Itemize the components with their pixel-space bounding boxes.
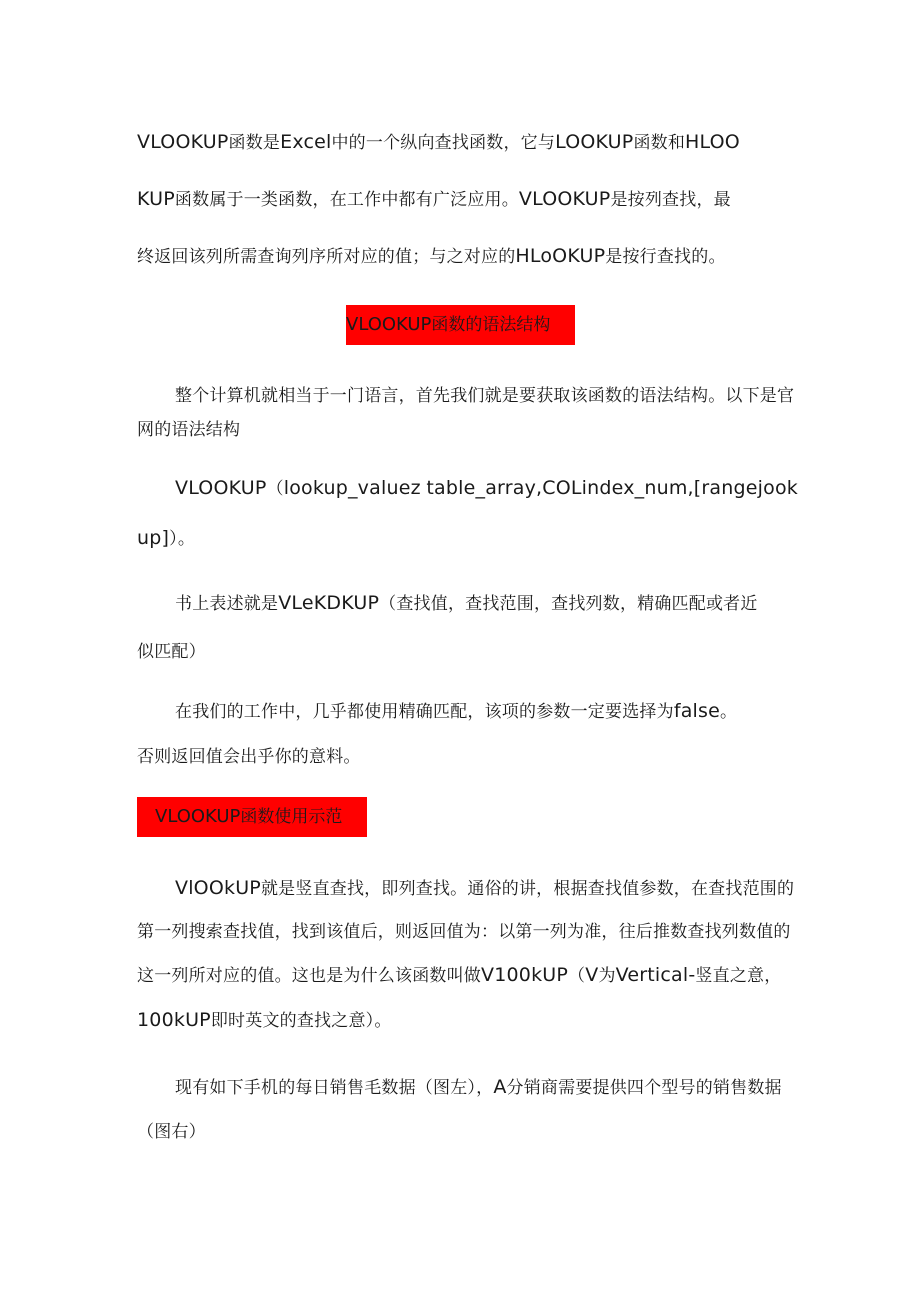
paragraph-syntax-line-2: 网的语法结构 <box>137 420 241 440</box>
paragraph-vertical-line-3: 这一列所对应的值。这也是为什么该函数叫做V100kUP（V为Vertical-竖直之意， <box>137 964 782 986</box>
paragraph-vertical-line-2: 第一列搜索查找值，找到该值后，则返回值为：以第一列为准，往后推数查找列数值的 <box>137 922 791 942</box>
syntax-formula-line-1: VLOOKUP（lookup_valuez table_array,COLindex_num,[rangejook <box>175 477 798 499</box>
paragraph-book-line-2: 似匹配） <box>137 642 206 662</box>
paragraph-intro-line-3: 终返回该列所需查询列序所对应的值；与之对应的HLoOKUP是按行查找的。 <box>137 245 726 267</box>
paragraph-intro-line-2: KUP函数属于一类函数，在工作中都有广泛应用。VLOOKUP是按列查找，最 <box>137 188 731 210</box>
section-heading-example: VLOOKUP函数使用示范 <box>137 797 367 837</box>
paragraph-vertical-line-1: VlOOkUP就是竖直查找，即列查找。通俗的讲，根据查找值参数，在查找范围的 <box>175 877 795 899</box>
paragraph-book-line-1: 书上表述就是VLeKDKUP（查找值，查找范围，查找列数，精确匹配或者近 <box>175 592 758 614</box>
paragraph-sales-line-1: 现有如下手机的每日销售毛数据（图左），A分销商需要提供四个型号的销售数据 <box>175 1076 782 1098</box>
paragraph-syntax-line-1: 整个计算机就相当于一门语言，首先我们就是要获取该函数的语法结构。以下是官 <box>175 386 795 406</box>
paragraph-sales-line-2: （图右） <box>137 1122 206 1142</box>
paragraph-intro-line-1: VLOOKUP函数是Excel中的一个纵向查找函数，它与LOOKUP函数和HLOO <box>137 131 740 153</box>
paragraph-exact-match-line-1: 在我们的工作中，几乎都使用精确匹配，该项的参数一定要选择为false。 <box>175 700 738 722</box>
paragraph-vertical-line-4: 100kUP即时英文的查找之意）。 <box>137 1009 392 1031</box>
section-heading-syntax: VLOOKUP函数的语法结构 <box>346 305 575 345</box>
syntax-formula-line-2: up]）。 <box>137 527 196 549</box>
paragraph-exact-match-line-2: 否则返回值会出乎你的意料。 <box>137 747 361 767</box>
